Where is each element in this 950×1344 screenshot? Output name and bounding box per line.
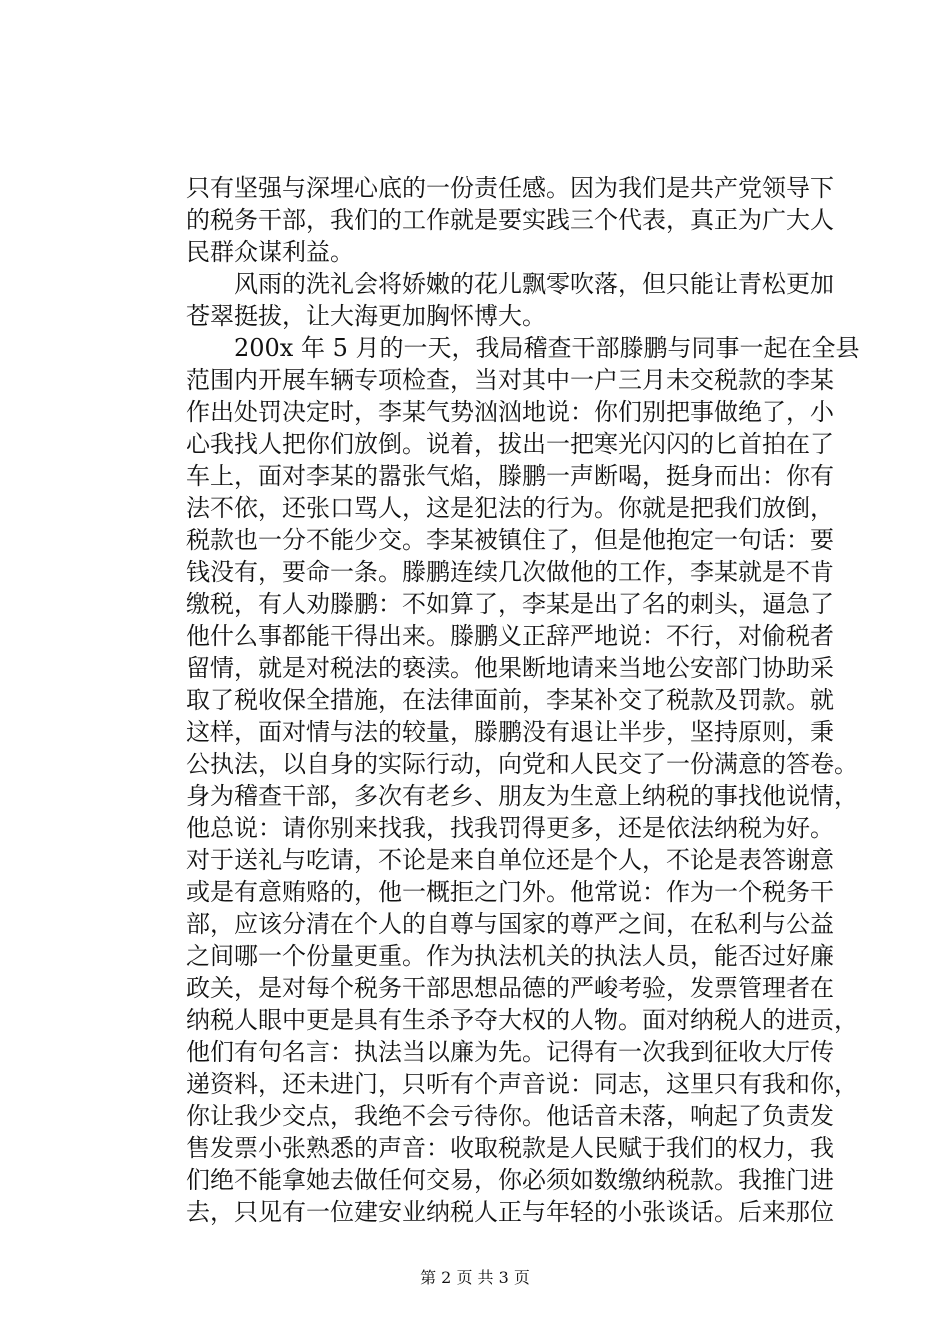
body-text [186,172,860,1228]
text-line: 税款也一分不能少交。李某被镇住了，但是他抱定一句话：要 [186,526,834,554]
text-line: 苍翠挺拔，让大海更加胸怀博大。 [186,302,546,330]
text-line: 留情，就是对税法的亵渎。他果断地请来当地公安部门协助采 [186,654,834,682]
text-line: 钱没有，要命一条。滕鹏连续几次做他的工作，李某就是不肯 [186,558,834,586]
text-line: 部，应该分清在个人的自尊与国家的尊严之间，在私利与公益 [186,910,834,938]
text-line: 的税务干部，我们的工作就是要实践三个代表，真正为广大人 [186,206,834,234]
text-line: 售发票小张熟悉的声音：收取税款是人民赋于我们的权力，我 [186,1134,834,1162]
text-line: 范围内开展车辆专项检查，当对其中一户三月未交税款的李某 [186,366,834,394]
text-line: 心我找人把你们放倒。说着，拔出一把寒光闪闪的匕首拍在了 [186,430,834,458]
text-line: 纳税人眼中更是具有生杀予夺大权的人物。面对纳税人的进贡， [186,1006,858,1034]
text-line: 车上，面对李某的嚣张气焰，滕鹏一声断喝，挺身而出：你有 [186,462,834,490]
text-line: 去，只见有一位建安业纳税人正与年轻的小张谈话。后来那位 [186,1198,834,1226]
text-line: 们绝不能拿她去做任何交易，你必须如数缴纳税款。我推门进 [186,1166,834,1194]
text-line: 身为稽查干部，多次有老乡、朋友为生意上纳税的事找他说情， [186,782,858,810]
text-line: 你让我少交点，我绝不会亏待你。他话音未落，响起了负责发 [186,1102,834,1130]
text-line: 或是有意贿赂的，他一概拒之门外。他常说：作为一个税务干 [186,878,834,906]
text-line: 这样，面对情与法的较量，滕鹏没有退让半步，坚持原则，秉 [186,718,834,746]
text-line: 民群众谋利益。 [186,238,354,266]
text-line: 只有坚强与深埋心底的一份责任感。因为我们是共产党领导下 [186,174,834,202]
page-footer: 第 2 页 共 3 页 [420,1268,530,1287]
text-line: 风雨的洗礼会将娇嫩的花儿飘零吹落，但只能让青松更加 [186,270,834,298]
text-line: 政关，是对每个税务干部思想品德的严峻考验，发票管理者在 [186,974,834,1002]
text-line: 法不依，还张口骂人，这是犯法的行为。你就是把我们放倒， [186,494,834,522]
text-line: 缴税，有人劝滕鹏：不如算了，李某是出了名的刺头，逼急了 [186,590,834,618]
text-line: 之间哪一个份量更重。作为执法机关的执法人员，能否过好廉 [186,942,834,970]
text-line: 他什么事都能干得出来。滕鹏义正辞严地说：不行，对偷税者 [186,622,834,650]
text-line: 公执法，以自身的实际行动，向党和人民交了一份满意的答卷。 [186,750,858,778]
text-line: 他总说：请你别来找我，找我罚得更多，还是依法纳税为好。 [186,814,834,842]
text-line: 递资料，还未进门，只听有个声音说：同志，这里只有我和你， [186,1070,858,1098]
text-line: 取了税收保全措施，在法律面前，李某补交了税款及罚款。就 [186,686,834,714]
text-line: 200x 年 5 月的一天，我局稽查干部滕鹏与同事一起在全县 [186,334,860,362]
text-line: 他们有句名言：执法当以廉为先。记得有一次我到征收大厅传 [186,1038,834,1066]
text-line: 对于送礼与吃请，不论是来自单位还是个人，不论是表答谢意 [186,846,834,874]
text-line: 作出处罚决定时，李某气势汹汹地说：你们别把事做绝了，小 [186,398,834,426]
